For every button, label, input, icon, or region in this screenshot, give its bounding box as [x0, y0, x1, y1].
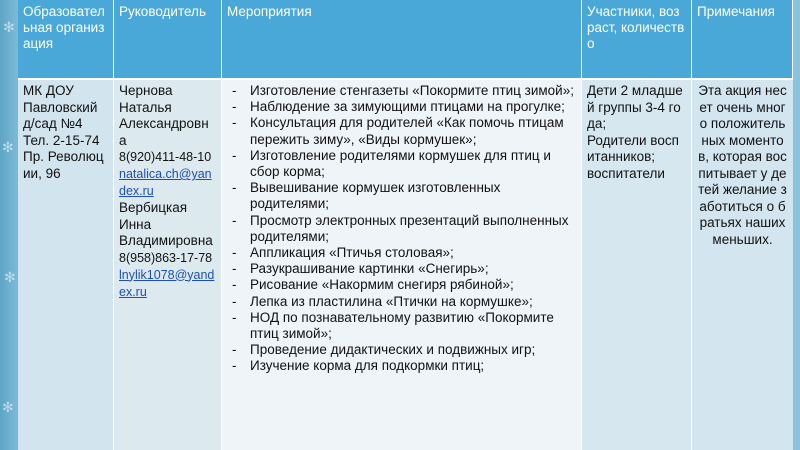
header-notes: Примечания [692, 0, 793, 80]
snowflake-icon: ✻ [2, 139, 14, 155]
participants-cell [582, 80, 692, 450]
header-activities: Мероприятия [222, 0, 582, 80]
participant-line: Дети 2 младшей группы 3-4 года; [587, 83, 683, 131]
activity-item: - Проведение дидактических и подвижных игр; [228, 342, 577, 358]
header-participants: Участники, возраст, количество [582, 0, 692, 80]
activity-item: - Аппликация «Птичья столовая»; [228, 245, 577, 261]
activity-item: - НОД по познавательному развитию «Покормите птиц зимой»; [228, 310, 577, 342]
snowflake-icon: ✻ [2, 399, 14, 415]
background-strip-right [792, 0, 800, 450]
leader-cell [114, 80, 222, 450]
org-line: Павловский д/сад №4 [23, 99, 98, 131]
activity-item: - Разукрашивание картинки «Снегирь»; [228, 261, 577, 277]
participant-line: воспитатели [587, 165, 665, 181]
leader1-email-link[interactable]: natalica.ch@yandex.ru [119, 167, 212, 198]
header-leader: Руководитель [114, 0, 222, 80]
leader2-first-name: Инна [119, 216, 152, 232]
leader2-surname: Вербицкая [119, 200, 188, 215]
header-organization: Образовательная организация [18, 0, 114, 80]
leader1-surname: Чернова [119, 83, 173, 98]
org-line: МК ДОУ [23, 83, 74, 98]
leader2-email-link[interactable]: lnylik1078@yandex.ru [119, 267, 215, 299]
activity-item: - Лепка из пластилина «Птички на кормушке»; [228, 294, 577, 310]
activity-item: - Изготовление стенгазеты «Покормите птиц зимой»; [228, 83, 577, 99]
leader1-patronymic: Александровна [119, 116, 209, 148]
background-strip-left [0, 0, 18, 450]
activity-item: - Наблюдение за зимующими птицами на прогулке; [228, 99, 577, 115]
leader1-first-name: Наталья [119, 99, 172, 115]
activity-item: - Изучение корма для подкормки птиц; [228, 358, 577, 374]
events-table [18, 0, 793, 450]
activities-cell [222, 80, 582, 450]
note-text: Эта акция несет очень много положительных моментов, которая воспитывает у детей желание заботиться о братьях наших меньших. [698, 83, 787, 247]
snowflake-icon: ✻ [4, 269, 16, 285]
activity-item: - Рисование «Накормим снегиря рябиной»; [228, 277, 577, 293]
activity-item: - Вывешивание кормушек изготовленных родителями; [228, 180, 577, 212]
organization-cell [18, 80, 114, 450]
activities-list [228, 83, 577, 375]
notes-cell [692, 80, 793, 450]
snowflake-icon: ✻ [3, 19, 15, 35]
activity-item: - Консультация для родителей «Как помочь птицам пережить зиму», «Виды кормушек»; [228, 115, 577, 147]
activity-item: - Просмотр электронных презентаций выполненных родителями; [228, 213, 577, 245]
org-line: Пр. Революции, 96 [23, 149, 104, 181]
org-line: Тел. 2-15-74 [23, 132, 100, 148]
leader2-phone: 8(958)863-17-78 [119, 250, 213, 265]
activity-item: - Изготовление родителями кормушек для птиц и сбор корма; [228, 148, 577, 180]
leader1-phone: 8(920)411-48-10 [119, 150, 212, 164]
participant-line: Родители воспитанников; [587, 132, 679, 164]
leader2-patronymic: Владимировна [119, 233, 213, 248]
